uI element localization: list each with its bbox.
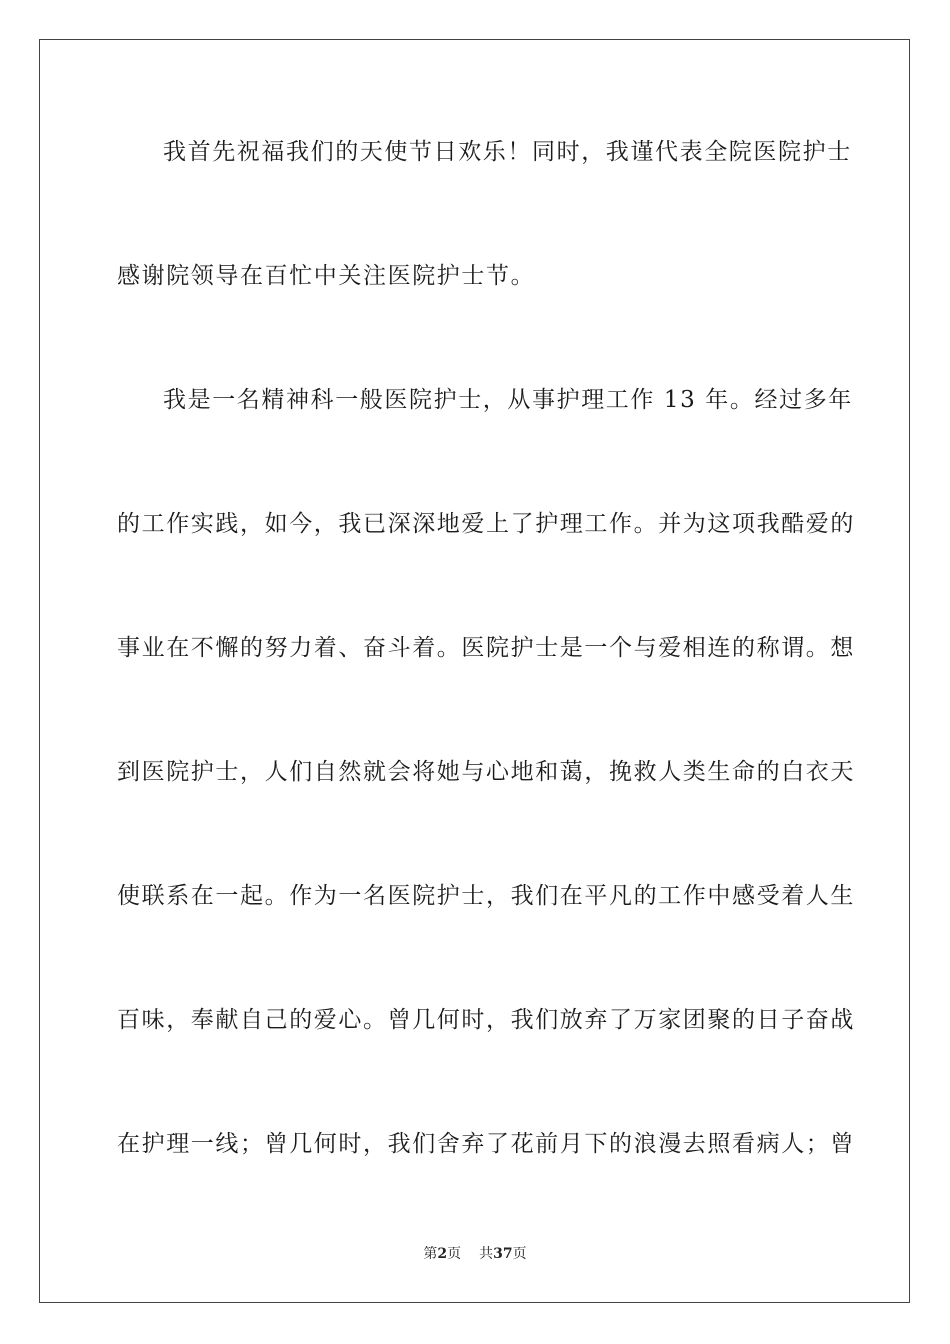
footer-page-suffix: 页	[447, 1246, 462, 1262]
page-footer	[0, 1245, 950, 1263]
footer-total-pages: 37	[493, 1246, 513, 1262]
paragraph-2-line-1: 我是一名精神科一般医院护士，从事护理工作 13 年。经过多年	[163, 387, 853, 413]
paragraph-1-line-2: 感谢院领导在百忙中关注医院护士节。	[117, 263, 536, 289]
paragraph-2-line-5: 使联系在一起。作为一名医院护士，我们在平凡的工作中感受着人生	[117, 883, 855, 909]
page-frame	[39, 39, 910, 1303]
paragraph-2-line-6: 百味，奉献自己的爱心。曾几何时，我们放弃了万家团聚的日子奋战	[117, 1007, 855, 1033]
paragraph-2-line-2: 的工作实践，如今，我已深深地爱上了护理工作。并为这项我酷爱的	[117, 511, 855, 537]
footer-total-prefix: 共	[479, 1246, 494, 1262]
paragraph-1-line-1: 我首先祝福我们的天使节日欢乐！同时，我谨代表全院医院护士	[163, 139, 852, 165]
paragraph-2-line-4: 到医院护士，人们自然就会将她与心地和蔼，挽救人类生命的白衣天	[117, 759, 855, 785]
footer-page-number: 2	[437, 1246, 448, 1262]
footer-page-prefix: 第	[423, 1246, 438, 1262]
paragraph-2-line-7: 在护理一线；曾几何时，我们舍弃了花前月下的浪漫去照看病人；曾	[117, 1131, 855, 1157]
footer-total-suffix: 页	[512, 1246, 527, 1262]
paragraph-2-line-3: 事业在不懈的努力着、奋斗着。医院护士是一个与爱相连的称谓。想	[117, 635, 855, 661]
